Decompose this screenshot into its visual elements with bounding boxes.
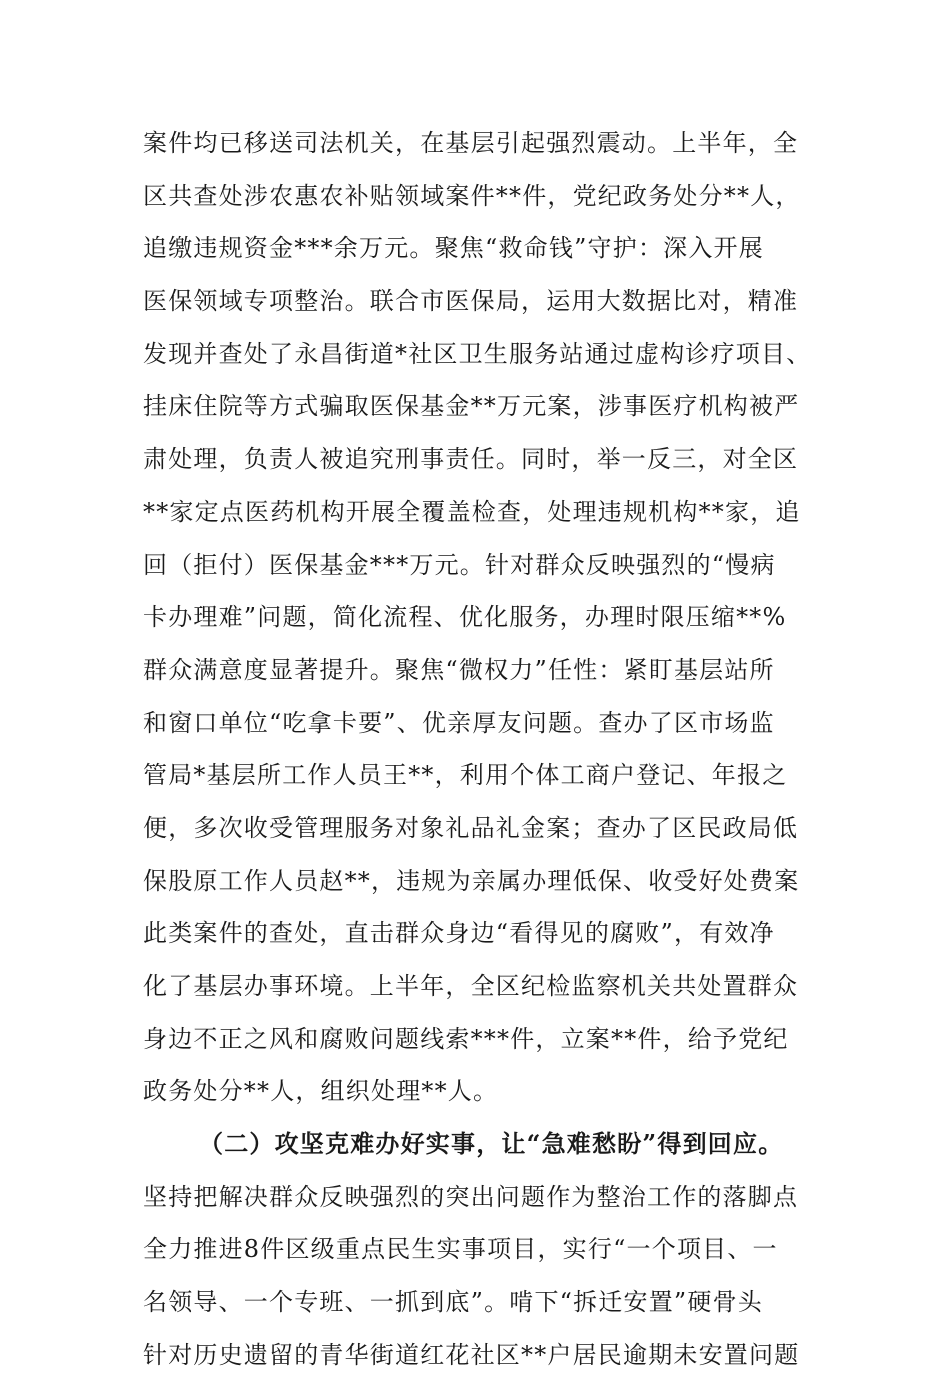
- text-line: 肃处理，负责人被追究刑事责任。同时，举一反三，对全区: [143, 445, 799, 474]
- text-line: 便，多次收受管理服务对象礼品礼金案；查办了区民政局低: [143, 813, 799, 842]
- text-line: 名领导、一个专班、一抓到底”。啃下“拆迁安置”硬骨头: [143, 1288, 764, 1317]
- text-line: 卡办理难”问题，简化流程、优化服务，办理时限压缩**%: [143, 603, 787, 632]
- text-line: 挂床住院等方式骗取医保基金**万元案，涉事医疗机构被严: [143, 392, 800, 421]
- text-line: 发现并查处了永昌街道*社区卫生服务站通过虚构诊疗项目、: [143, 339, 812, 368]
- text-line: 化了基层办事环境。上半年，全区纪检监察机关共处置群众: [143, 972, 799, 1000]
- text-line: 群众满意度显著提升。聚焦“微权力”任性：紧盯基层站所: [143, 655, 775, 684]
- text-line: 管局*基层所工作人员王**，利用个体工商户登记、年报之: [143, 761, 788, 790]
- text-line: 政务处分**人，组织处理**人。: [143, 1077, 499, 1106]
- text-line: 身边不正之风和腐败问题线索***件，立案**件，给予党纪: [143, 1024, 789, 1053]
- text-line: 追缴违规资金***余万元。聚焦“救命钱”守护：深入开展: [143, 234, 764, 263]
- text-line: 回（拒付）医保基金***万元。针对群众反映强烈的“慢病: [143, 550, 776, 579]
- text-line: 区共查处涉农惠农补贴领域案件**件，党纪政务处分**人，: [143, 181, 801, 210]
- document-body: [143, 117, 823, 1382]
- section-heading: （二）攻坚克难办好实事，让“急难愁盼”得到回应。: [199, 1129, 784, 1159]
- text-line: 案件均已移送司法机关，在基层引起强烈震动。上半年，全: [143, 129, 799, 157]
- text-line: 坚持把解决群众反映强烈的突出问题作为整治工作的落脚点: [143, 1182, 799, 1211]
- text-line: 此类案件的查处，直击群众身边“看得见的腐败”，有效净: [143, 919, 775, 948]
- text-line: 和窗口单位“吃拿卡要”、优亲厚友问题。查办了区市场监: [143, 708, 775, 737]
- text-line: 针对历史遗留的青华街道红花社区**户居民逾期未安置问题: [143, 1340, 800, 1369]
- text-line: 全力推进8件区级重点民生实事项目，实行“一个项目、一: [143, 1235, 778, 1264]
- text-line: 医保领域专项整治。联合市医保局，运用大数据比对，精准: [143, 287, 799, 316]
- text-line: **家定点医药机构开展全覆盖检查，处理违规机构**家，追: [143, 497, 801, 526]
- text-line: 保股原工作人员赵**，违规为亲属办理低保、收受好处费案: [143, 866, 800, 895]
